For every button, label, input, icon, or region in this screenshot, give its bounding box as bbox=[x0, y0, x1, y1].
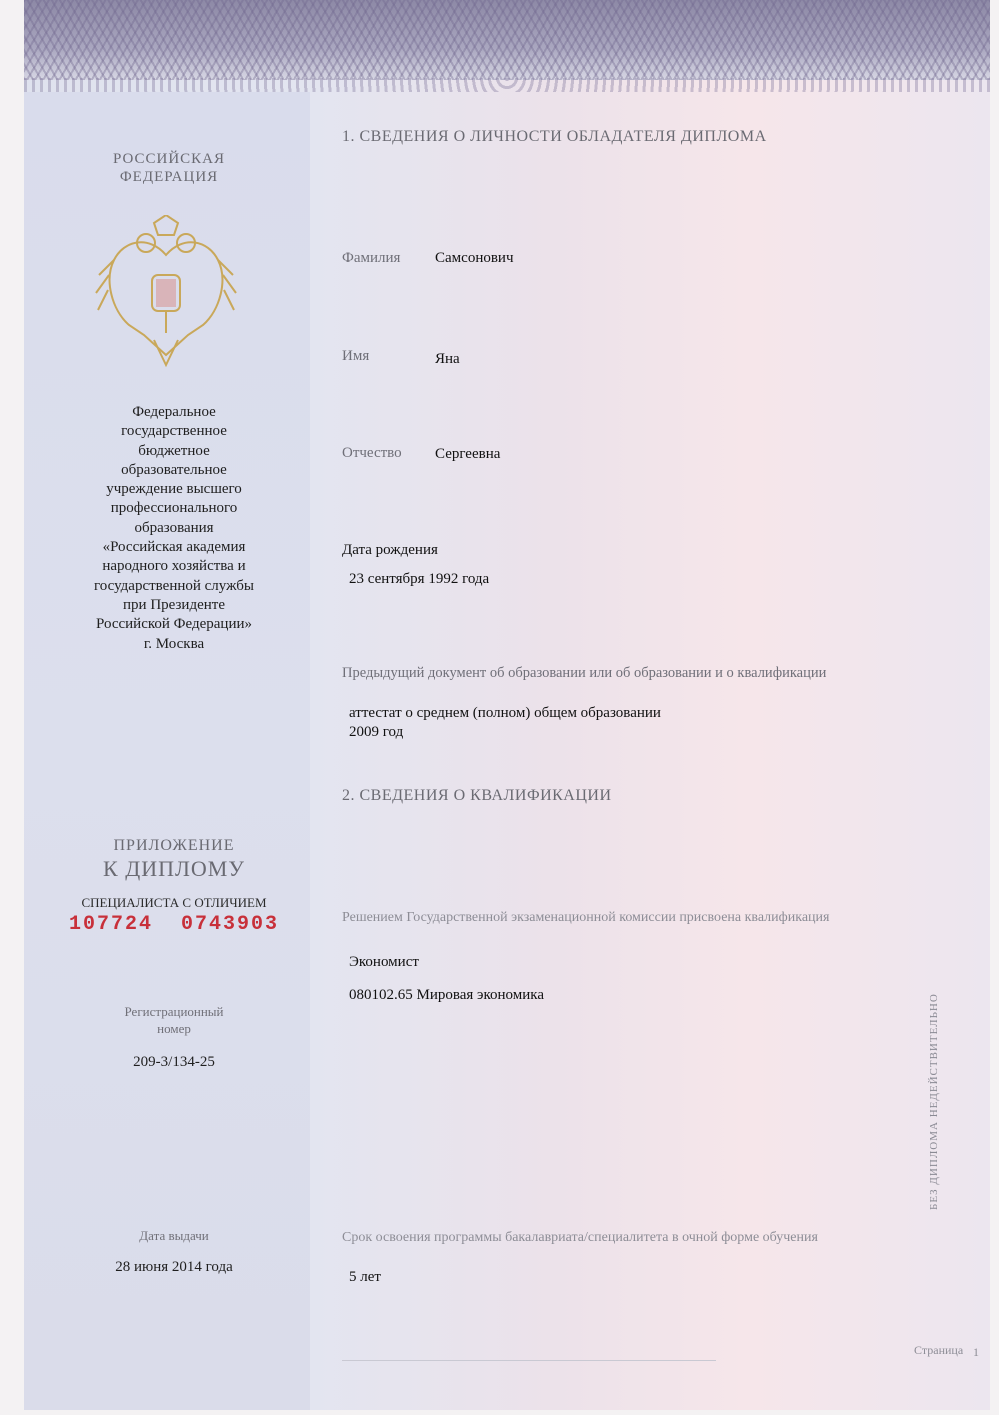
registration-label bbox=[84, 1003, 264, 1037]
birth-date-value: 23 сентября 1992 года bbox=[349, 571, 490, 587]
institution-line: профессионального bbox=[110, 500, 238, 517]
validity-note: БЕЗ ДИПЛОМА НЕДЕЙСТВИТЕЛЬНО bbox=[928, 993, 940, 1210]
institution-line: образования bbox=[134, 519, 214, 536]
institution-name bbox=[74, 403, 274, 654]
section2-title: 2. СВЕДЕНИЯ О КВАЛИФИКАЦИИ bbox=[342, 787, 612, 804]
appendix-title-line2: К ДИПЛОМУ bbox=[103, 856, 245, 881]
country-line: ФЕДЕРАЦИЯ bbox=[119, 169, 219, 185]
study-duration-value: 5 лет bbox=[349, 1269, 381, 1285]
institution-line: «Российская академия bbox=[102, 539, 246, 556]
qualification-label: Решением Государственной экзаменационной комиссии присвоена квалификация bbox=[342, 910, 830, 925]
section1-title: 1. СВЕДЕНИЯ О ЛИЧНОСТИ ОБЛАДАТЕЛЯ ДИПЛОМА bbox=[342, 128, 767, 145]
double-headed-eagle-emblem bbox=[94, 215, 239, 375]
serial-number: 107724 0743903 bbox=[68, 913, 280, 936]
qualification-value: Экономист bbox=[349, 954, 419, 970]
registration-label-line: номер bbox=[157, 1021, 191, 1036]
birth-date-label: Дата рождения bbox=[342, 542, 438, 558]
institution-line: народного хозяйства и bbox=[102, 558, 246, 575]
issue-date-label: Дата выдачи bbox=[139, 1228, 209, 1243]
institution-line: г. Москва bbox=[143, 635, 205, 652]
previous-document-label: Предыдущий документ об образовании или об образовании и о квалификации bbox=[342, 665, 827, 681]
country-name bbox=[84, 150, 254, 186]
institution-line: Федеральное bbox=[132, 404, 216, 420]
institution-line: государственной службы bbox=[94, 577, 254, 594]
institution-line: бюджетное bbox=[138, 442, 210, 459]
registration-number: 209-3/134-25 bbox=[133, 1054, 215, 1070]
appendix-title-line1: ПРИЛОЖЕНИЕ bbox=[113, 837, 235, 854]
patronymic-label: Отчество bbox=[342, 445, 402, 461]
name-value: Яна bbox=[435, 351, 460, 367]
previous-document-value: аттестат о среднем (полном) общем образовании bbox=[349, 705, 661, 721]
bottom-rule bbox=[342, 1360, 716, 1361]
institution-line: образовательное bbox=[121, 461, 227, 478]
surname-value: Самсонович bbox=[435, 250, 514, 266]
registration-label-line: Регистрационный bbox=[124, 1004, 224, 1019]
surname-label: Фамилия bbox=[342, 250, 401, 266]
page-number: 1 bbox=[973, 1345, 979, 1359]
country-line: РОССИЙСКАЯ bbox=[112, 151, 226, 167]
page-label: Страница bbox=[914, 1343, 964, 1357]
institution-line: при Президенте bbox=[123, 596, 225, 613]
diploma-sheet bbox=[24, 0, 990, 1410]
specialty-value: 080102.65 Мировая экономика bbox=[349, 987, 544, 1003]
institution-line: учреждение высшего bbox=[106, 481, 242, 498]
institution-line: государственное bbox=[121, 423, 227, 440]
name-label: Имя bbox=[342, 348, 370, 364]
patronymic-value: Сергеевна bbox=[435, 446, 501, 462]
issue-date: 28 июня 2014 года bbox=[115, 1259, 233, 1275]
guilloche-border bbox=[24, 0, 990, 80]
study-duration-label: Срок освоения программы бакалавриата/специалитета в очной форме обучения bbox=[342, 1230, 818, 1245]
guilloche-edge bbox=[24, 78, 990, 92]
previous-document-year: 2009 год bbox=[349, 724, 404, 740]
institution-line: Российской Федерации» bbox=[95, 616, 252, 633]
diploma-kind: СПЕЦИАЛИСТА С ОТЛИЧИЕМ bbox=[81, 895, 267, 910]
